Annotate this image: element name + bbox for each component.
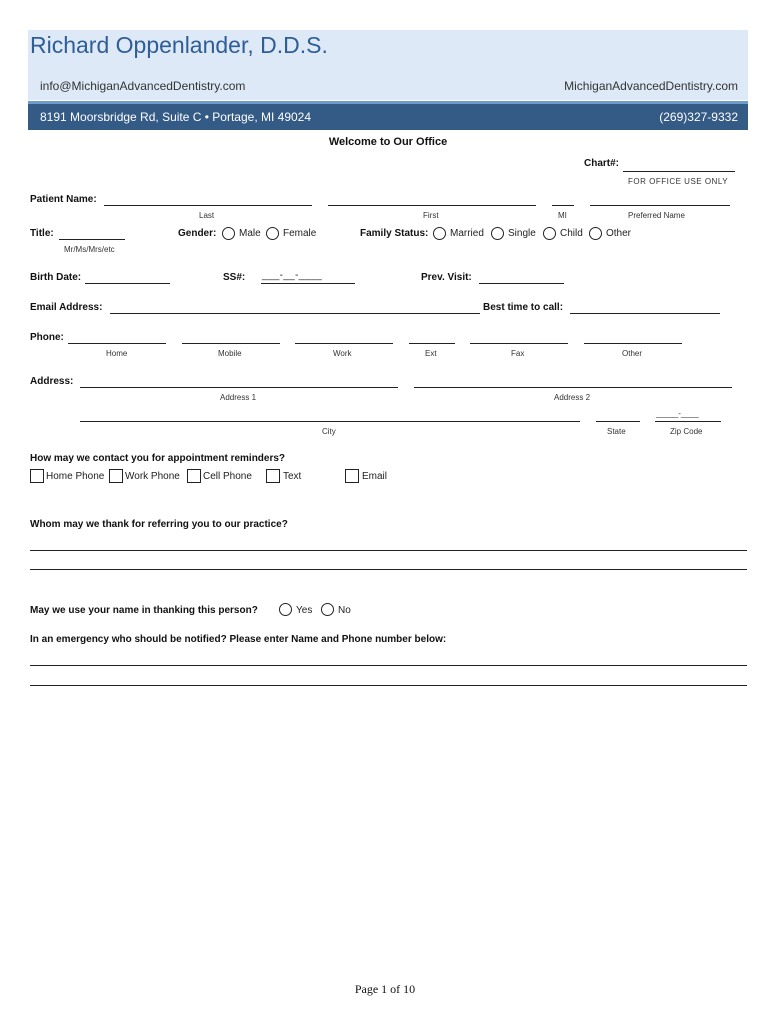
best-time-field[interactable] <box>570 313 720 314</box>
office-address: 8191 Moorsbridge Rd, Suite C • Portage, MI 49024 <box>40 110 312 124</box>
use-name-question: May we use your name in thanking this person? <box>30 605 258 616</box>
chart-label: Chart#: <box>584 158 620 169</box>
office-phone: (269)327-9332 <box>659 110 738 124</box>
status-child-radio[interactable] <box>543 227 556 240</box>
work-sublabel: Work <box>333 349 352 358</box>
mobile-sublabel: Mobile <box>218 349 242 358</box>
title-label: Title: <box>30 228 54 239</box>
contact-question: How may we contact you for appointment reminders? <box>30 453 286 464</box>
ss-mask: ___-__-____ <box>262 270 323 281</box>
phone-label: Phone: <box>30 332 64 343</box>
gender-male-radio[interactable] <box>222 227 235 240</box>
fax-field[interactable] <box>470 343 568 344</box>
referral-line-2[interactable] <box>30 569 747 570</box>
email-checkbox[interactable] <box>345 469 359 483</box>
status-other-label: Other <box>606 228 632 239</box>
work-phone-option: Work Phone <box>125 471 180 482</box>
referral-line-1[interactable] <box>30 550 747 551</box>
address1-field[interactable] <box>80 387 398 388</box>
title-field[interactable] <box>59 239 125 240</box>
status-married-label: Married <box>450 228 484 239</box>
city-field[interactable] <box>80 421 580 422</box>
fax-sublabel: Fax <box>511 349 525 358</box>
use-name-yes-radio[interactable] <box>279 603 292 616</box>
ext-sublabel: Ext <box>425 349 437 358</box>
zip-field[interactable] <box>655 421 721 422</box>
emergency-question: In an emergency who should be notified? Please enter Name and Phone number below: <box>30 634 447 645</box>
status-married-radio[interactable] <box>433 227 446 240</box>
use-name-yes-label: Yes <box>296 605 313 616</box>
patient-name-label: Patient Name: <box>30 194 97 205</box>
middle-initial-field[interactable] <box>552 205 574 206</box>
city-sublabel: City <box>322 427 336 436</box>
form-title: Welcome to Our Office <box>328 136 448 148</box>
chart-number-field[interactable] <box>623 171 735 172</box>
mi-sublabel: MI <box>558 211 567 220</box>
home-sublabel: Home <box>106 349 128 358</box>
status-child-label: Child <box>560 228 583 239</box>
email-label: Email Address: <box>30 302 103 313</box>
page-number: Page 1 of 10 <box>354 982 416 996</box>
family-status-label: Family Status: <box>360 228 429 239</box>
mobile-phone-field[interactable] <box>182 343 280 344</box>
cell-phone-option: Cell Phone <box>203 471 252 482</box>
email-option: Email <box>362 471 388 482</box>
ss-field[interactable] <box>261 283 355 284</box>
other-sublabel: Other <box>622 349 643 358</box>
use-name-no-radio[interactable] <box>321 603 334 616</box>
emergency-line-2[interactable] <box>30 685 747 686</box>
doctor-name: Richard Oppenlander, D.D.S. <box>30 32 328 58</box>
state-field[interactable] <box>596 421 640 422</box>
birth-date-label: Birth Date: <box>30 272 82 283</box>
address2-sublabel: Address 2 <box>554 393 591 402</box>
work-phone-field[interactable] <box>295 343 393 344</box>
preferred-name-field[interactable] <box>590 205 730 206</box>
office-use-note: FOR OFFICE USE ONLY <box>628 177 729 186</box>
home-phone-checkbox[interactable] <box>30 469 44 483</box>
cell-phone-checkbox[interactable] <box>187 469 201 483</box>
preferred-sublabel: Preferred Name <box>628 211 685 220</box>
ext-field[interactable] <box>409 343 455 344</box>
home-phone-option: Home Phone <box>46 471 105 482</box>
first-sublabel: First <box>423 211 439 220</box>
last-sublabel: Last <box>199 211 215 220</box>
gender-label: Gender: <box>178 228 217 239</box>
gender-male-label: Male <box>239 228 261 239</box>
zip-sublabel: Zip Code <box>670 427 703 436</box>
state-sublabel: State <box>607 427 626 436</box>
first-name-field[interactable] <box>328 205 536 206</box>
address1-sublabel: Address 1 <box>220 393 257 402</box>
work-phone-checkbox[interactable] <box>109 469 123 483</box>
use-name-no-label: No <box>338 605 351 616</box>
best-time-label: Best time to call: <box>483 302 564 313</box>
emergency-line-1[interactable] <box>30 665 747 666</box>
zip-mask: _____-____ <box>656 409 699 418</box>
email-field[interactable] <box>110 313 480 314</box>
home-phone-field[interactable] <box>68 343 166 344</box>
gender-female-label: Female <box>283 228 317 239</box>
other-phone-field[interactable] <box>584 343 682 344</box>
birth-date-field[interactable] <box>85 283 170 284</box>
text-option: Text <box>283 471 302 482</box>
ss-label: SS#: <box>223 272 246 283</box>
prev-visit-label: Prev. Visit: <box>421 272 472 283</box>
status-single-radio[interactable] <box>491 227 504 240</box>
prev-visit-field[interactable] <box>479 283 564 284</box>
gender-female-radio[interactable] <box>266 227 279 240</box>
status-other-radio[interactable] <box>589 227 602 240</box>
address2-field[interactable] <box>414 387 732 388</box>
referral-question: Whom may we thank for referring you to our practice? <box>30 519 288 530</box>
text-checkbox[interactable] <box>266 469 280 483</box>
address-label: Address: <box>30 376 74 387</box>
status-single-label: Single <box>508 228 536 239</box>
title-hint: Mr/Ms/Mrs/etc <box>64 245 115 254</box>
last-name-field[interactable] <box>104 205 312 206</box>
office-website[interactable]: MichiganAdvancedDentistry.com <box>564 79 738 93</box>
office-email[interactable]: info@MichiganAdvancedDentistry.com <box>40 79 246 93</box>
